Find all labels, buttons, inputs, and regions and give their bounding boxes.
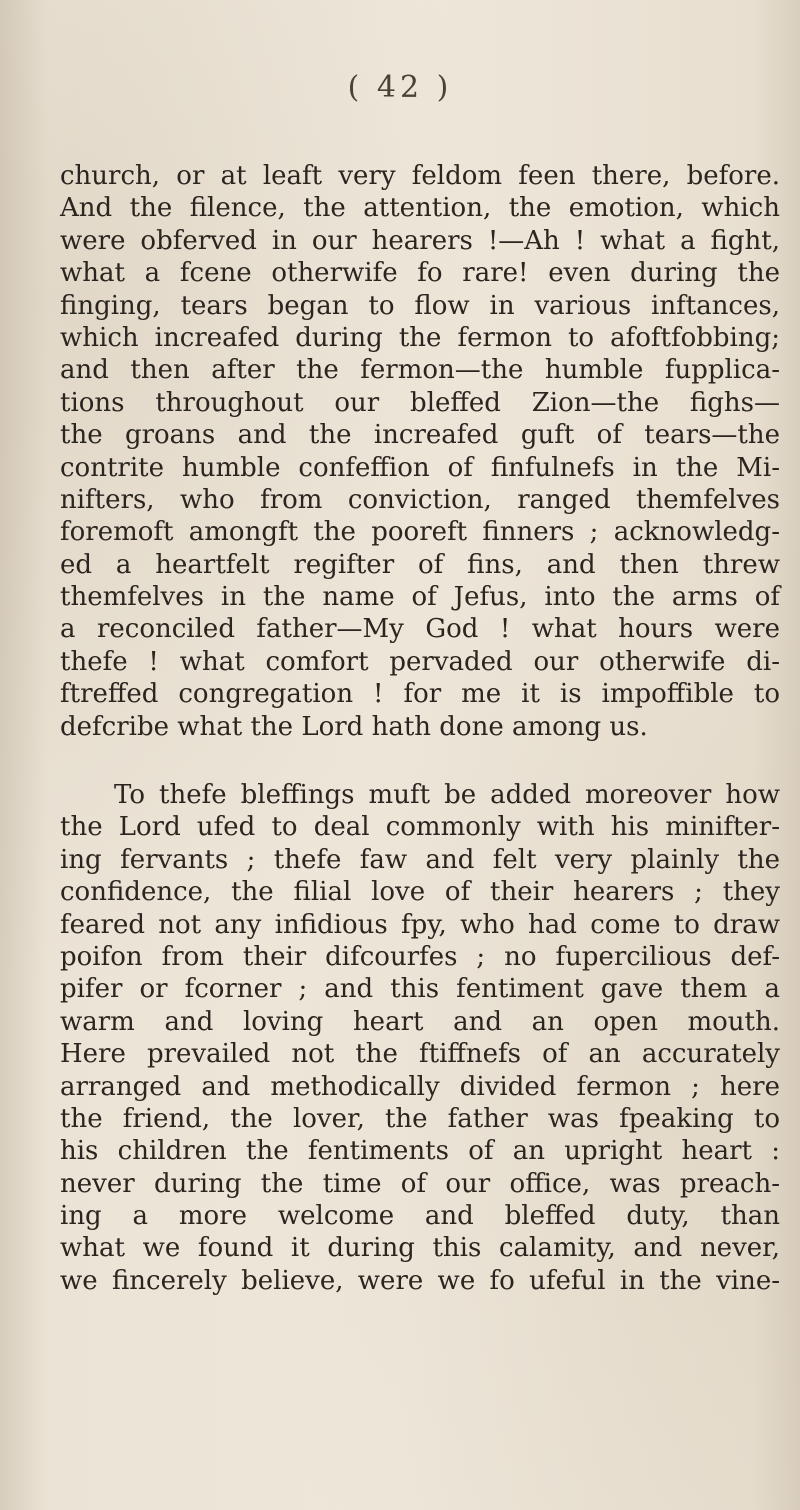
- text-line: we fincerely believe, were we fo ufeful in the vine-: [60, 1265, 780, 1296]
- text-line: a reconciled father—My God ! what hours were: [60, 614, 780, 645]
- text-line: foremoft amongft the pooreft finners ; acknowledg-: [60, 517, 780, 548]
- text-line: themfelves in the name of Jefus, into the arms of: [60, 582, 780, 613]
- text-line: contrite humble confeffion of finfulnefs in the Mi-: [60, 452, 780, 483]
- text-line: his children the fentiments of an upright heart :: [60, 1136, 780, 1167]
- text-line: pifer or fcorner ; and this fentiment gave them a: [60, 974, 780, 1005]
- page-number: ( 42 ): [347, 70, 453, 105]
- text-line: ed a heartfelt regifter of fins, and then threw: [60, 549, 780, 580]
- text-line: defcribe what the Lord hath done among us.: [60, 711, 648, 742]
- text-line: poifon from their difcourfes ; no fupercilious def-: [60, 941, 780, 972]
- text-line: warm and loving heart and an open mouth.: [60, 1006, 780, 1037]
- text-line: finging, tears began to flow in various inftances,: [60, 290, 780, 321]
- text-line: which increafed during the fermon to afoftfobbing;: [60, 322, 780, 353]
- text-line: And the filence, the attention, the emotion, which: [60, 193, 780, 224]
- text-line: tions throughout our bleffed Zion—the fighs—: [60, 387, 780, 418]
- text-line: what a fcene otherwife fo rare! even during the: [60, 258, 780, 289]
- paragraph-2: [60, 779, 780, 1297]
- text-line: ing a more welcome and bleffed duty, than: [60, 1201, 780, 1232]
- text-line: ftreffed congregation ! for me it is impoffible to: [60, 679, 780, 710]
- text-line: To thefe bleffings muft be added moreover how: [114, 780, 780, 810]
- text-line: were obferved in our hearers !—Ah ! what a fight,: [60, 225, 780, 256]
- text-line: the groans and the increafed guft of tears—the: [60, 420, 780, 451]
- text-line: never during the time of our office, was preach-: [60, 1168, 780, 1199]
- text-line: church, or at leaft very feldom feen there, before.: [60, 161, 780, 191]
- text-line: nifters, who from conviction, ranged themfelves: [60, 484, 780, 515]
- text-line: thefe ! what comfort pervaded our otherwife di-: [60, 646, 780, 677]
- text-line: and then after the fermon—the humble fupplica-: [60, 355, 780, 386]
- text-line: Here prevailed not the ftiffnefs of an accurately: [60, 1039, 780, 1070]
- text-line: the Lord ufed to deal commonly with his minifter-: [60, 812, 780, 843]
- text-line: the friend, the lover, the father was fpeaking to: [60, 1103, 780, 1134]
- text-line: ing fervants ; thefe faw and felt very plainly the: [60, 844, 780, 875]
- text-line: confidence, the filial love of their hearers ; they: [60, 877, 780, 908]
- text-line: feared not any infidious fpy, who had come to draw: [60, 909, 780, 940]
- text-line: what we found it during this calamity, and never,: [60, 1233, 780, 1264]
- paragraph-1: [60, 160, 780, 743]
- text-line: arranged and methodically divided fermon ; here: [60, 1071, 780, 1102]
